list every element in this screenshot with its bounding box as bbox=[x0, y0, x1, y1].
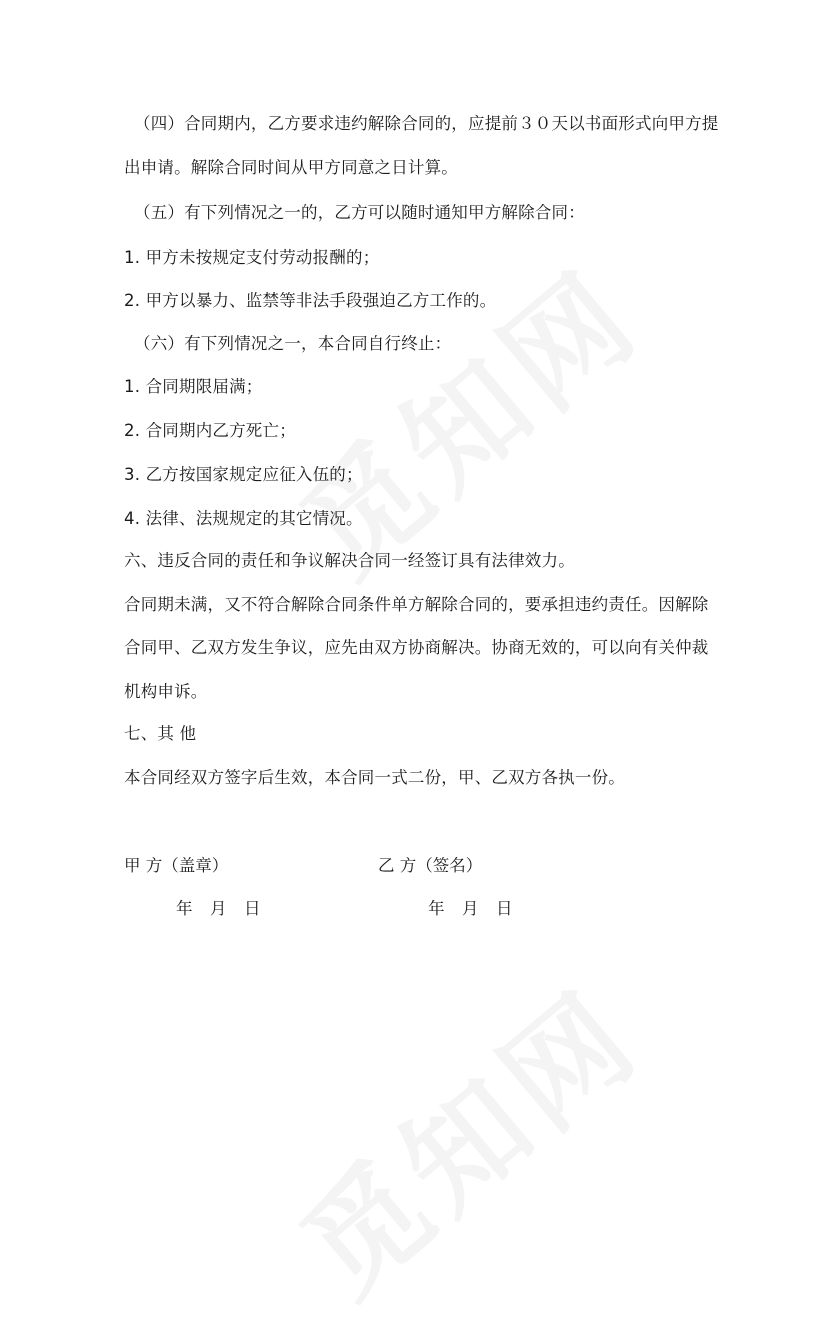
list-item: 3. 乙方按国家规定应征入伍的； bbox=[124, 465, 363, 484]
party-b-year: 年 bbox=[428, 899, 445, 918]
list-item: 2. 甲方以暴力、监禁等非法手段强迫乙方工作的。 bbox=[124, 291, 497, 310]
list-item: 2. 合同期内乙方死亡； bbox=[124, 421, 296, 440]
paragraph-line: 本合同经双方签字后生效，本合同一式二份，甲、乙双方各执一份。 bbox=[124, 768, 625, 787]
party-a-day: 日 bbox=[244, 899, 261, 918]
section-heading: 七、其 他 bbox=[124, 724, 197, 743]
paragraph-line: 合同甲、乙双方发生争议，应先由双方协商解决。协商无效的，可以向有关仲裁 bbox=[124, 638, 709, 657]
party-a-year: 年 bbox=[176, 899, 193, 918]
party-a-month: 月 bbox=[210, 899, 227, 918]
list-item: 4. 法律、法规规定的其它情况。 bbox=[124, 509, 363, 528]
watermark bbox=[260, 945, 669, 1327]
paragraph-line: 合同期未满，又不符合解除合同条件单方解除合同的，要承担违约责任。因解除 bbox=[124, 595, 709, 614]
party-a-label: 甲 方（盖章） bbox=[124, 856, 229, 875]
party-b-month: 月 bbox=[462, 899, 479, 918]
paragraph-line: （四）合同期内，乙方要求违约解除合同的，应提前３０天以书面形式向甲方提 bbox=[134, 114, 719, 133]
list-item: 1. 合同期限届满； bbox=[124, 377, 263, 396]
paragraph-line: 出申请。解除合同时间从甲方同意之日计算。 bbox=[124, 158, 458, 177]
party-b-day: 日 bbox=[496, 899, 513, 918]
section-heading: 六、违反合同的责任和争议解决合同一经签订具有法律效力。 bbox=[124, 551, 575, 570]
list-item: 1. 甲方未按规定支付劳动报酬的； bbox=[124, 248, 380, 267]
party-b-label: 乙 方（签名） bbox=[378, 856, 483, 875]
paragraph-line: 机构申诉。 bbox=[124, 682, 208, 701]
paragraph-line: （五）有下列情况之一的，乙方可以随时通知甲方解除合同： bbox=[134, 203, 585, 222]
paragraph-line: （六）有下列情况之一，本合同自行终止： bbox=[134, 334, 452, 353]
